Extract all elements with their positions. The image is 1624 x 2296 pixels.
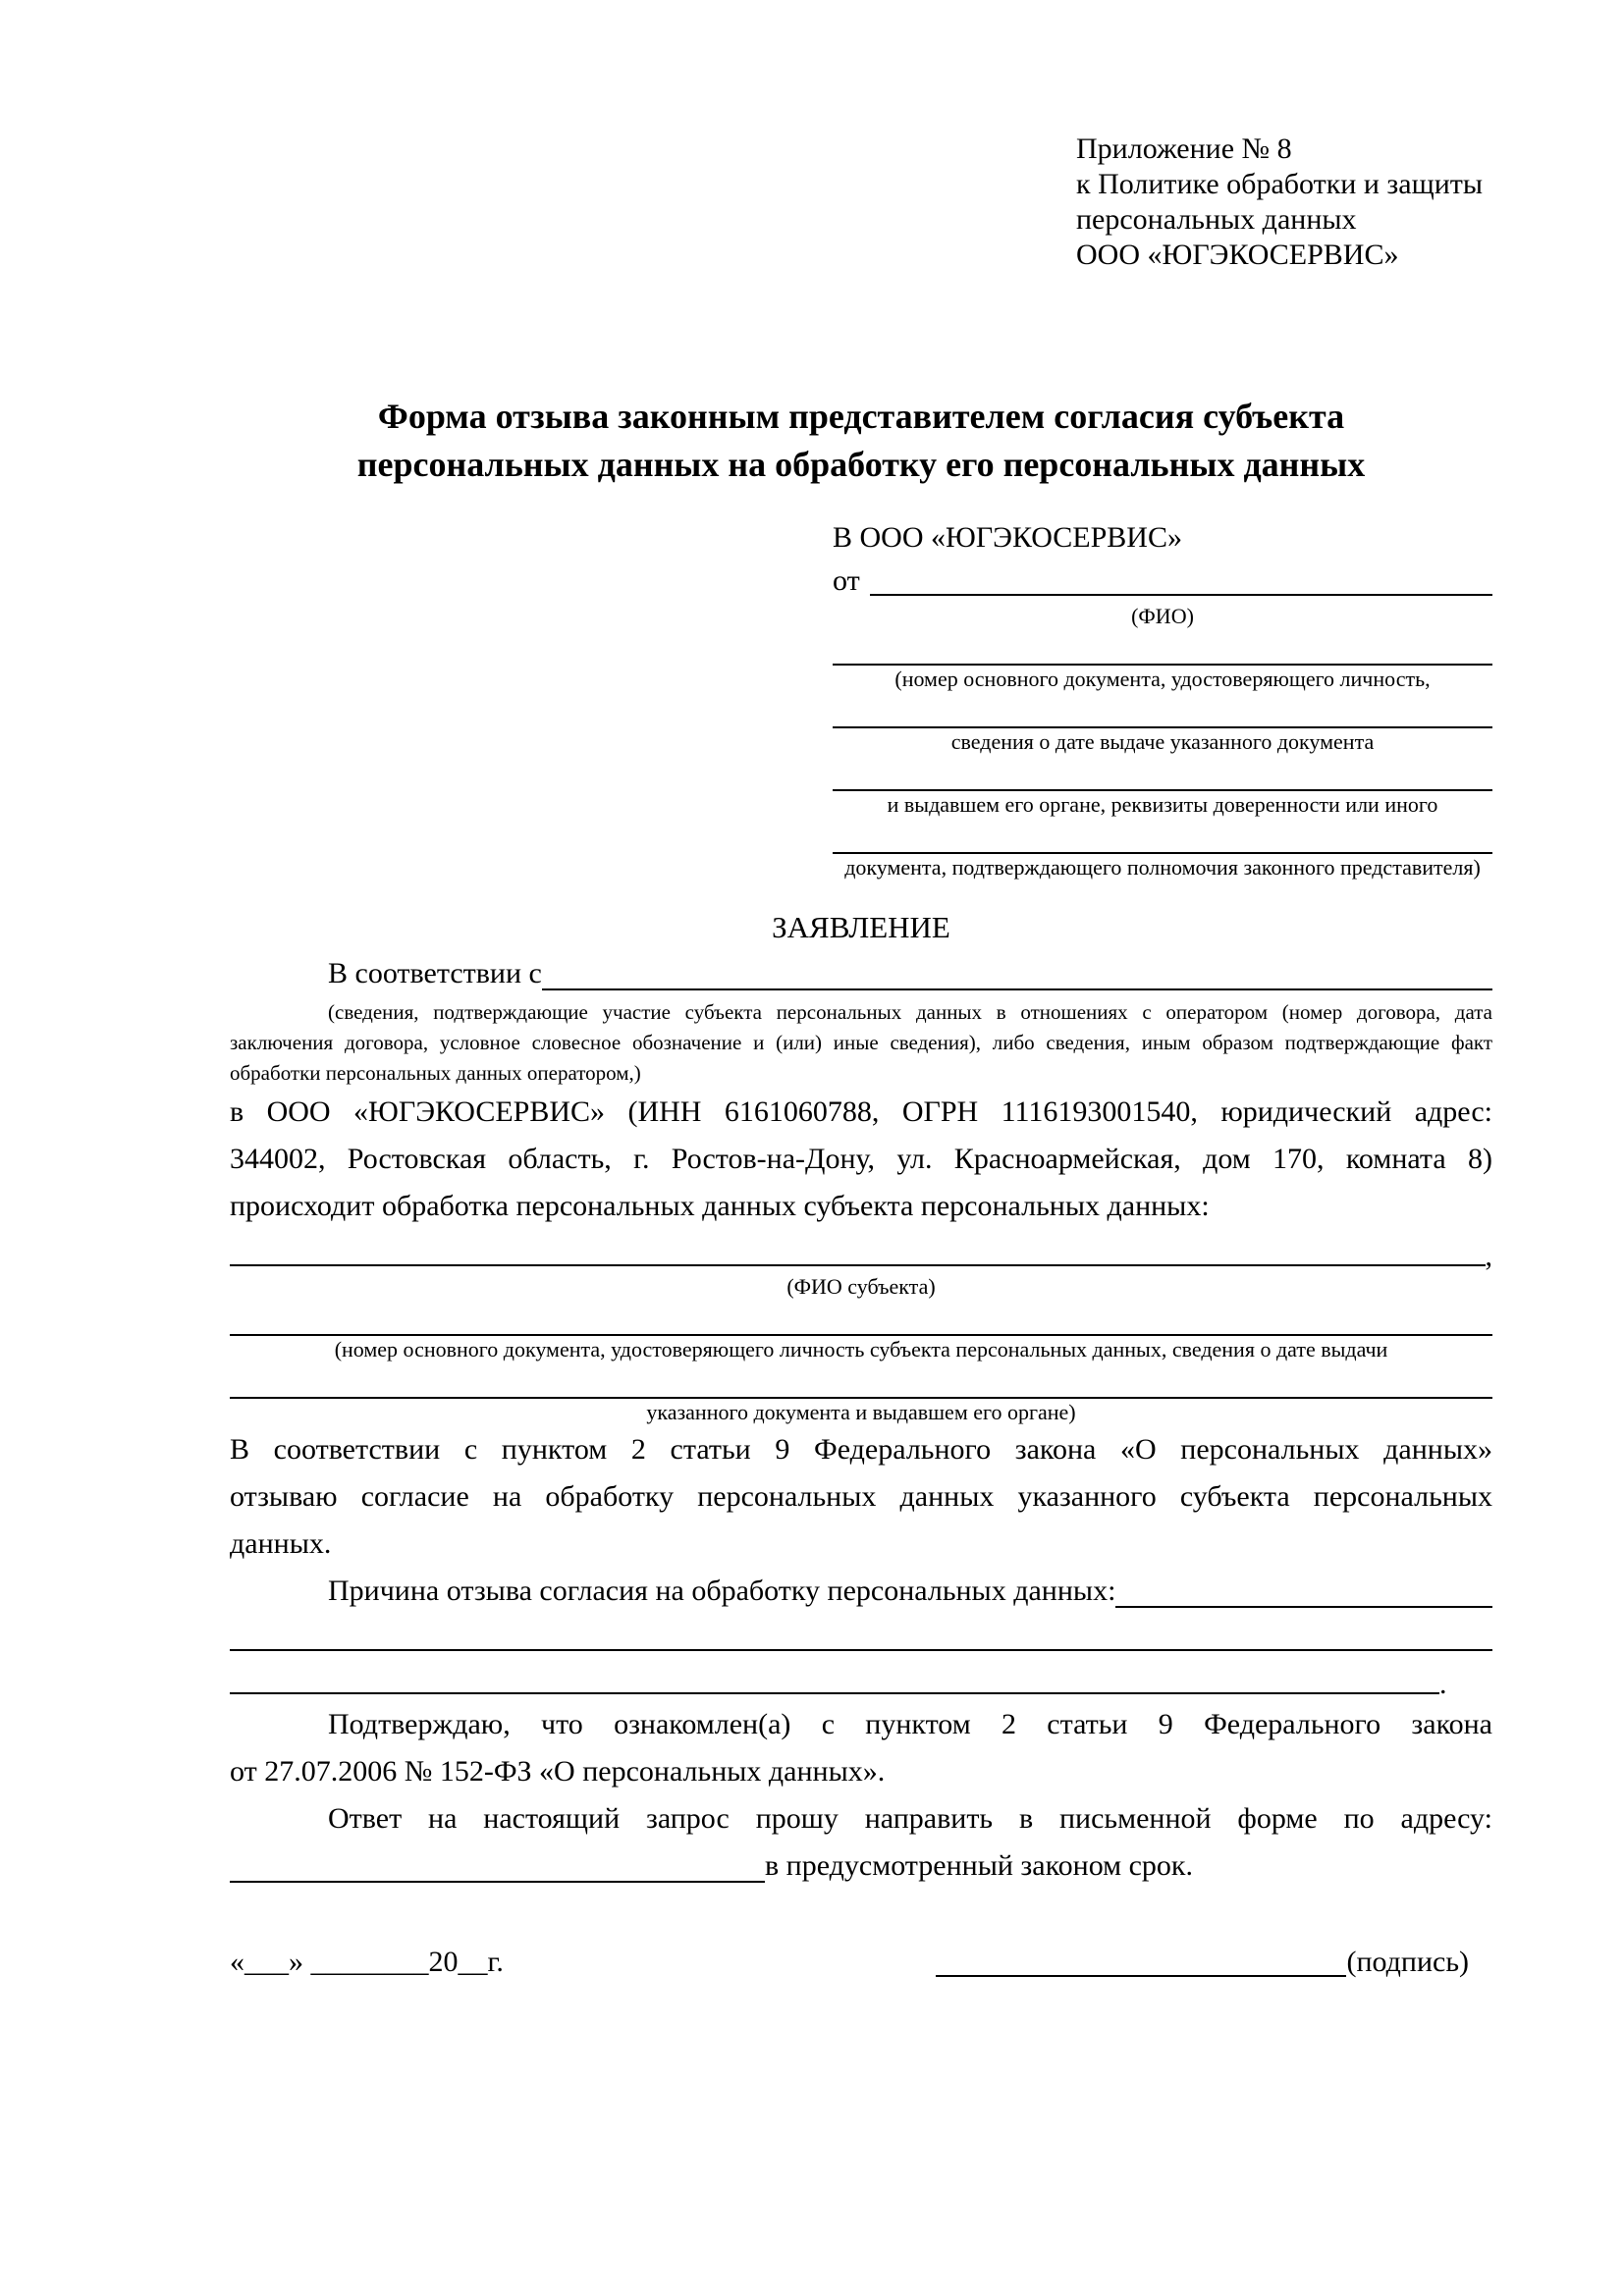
reply-line: Ответ на настоящий запрос прошу направить в письменной форме по адресу: bbox=[328, 1802, 1492, 1835]
confirmation-line: от 27.07.2006 № 152-ФЗ «О персональных данных». bbox=[230, 1755, 886, 1788]
reason-blank-line-2 bbox=[230, 1658, 1492, 1701]
withdrawal-line: отзываю согласие на обработку персональных данных указанного субъекта персональных bbox=[230, 1480, 1492, 1513]
appendix-header-line: ООО «ЮГЭКОСЕРВИС» bbox=[1076, 239, 1399, 271]
paragraph-operator-line: в ООО «ЮГЭКОСЕРВИС» (ИНН 6161060788, ОГРН 1116193001540, юридический адрес: bbox=[230, 1095, 1492, 1128]
intro-lead: В соответствии с bbox=[328, 957, 542, 989]
withdrawal-paragraph bbox=[230, 1426, 1492, 1568]
blank-underline bbox=[833, 630, 1492, 666]
paragraph-operator-line: происходит обработка персональных данных субъекта персональных данных: bbox=[230, 1190, 1210, 1222]
blank-underline bbox=[230, 1301, 1492, 1336]
paragraph-operator-info bbox=[230, 1089, 1492, 1230]
appendix-header-line: персональных данных bbox=[1076, 203, 1357, 236]
statement-heading: ЗАЯВЛЕНИЕ bbox=[772, 910, 950, 944]
note-operator-line: (сведения, подтверждающие участие субъекта персональных данных в отношениях с оператором (номер договора, дата bbox=[328, 1000, 1492, 1024]
blank-underline bbox=[833, 756, 1492, 791]
note-operator-line: заключения договора, условное словесное обозначение и (или) иные сведения), либо сведения, иным образом подтверждающие факт bbox=[230, 1031, 1492, 1054]
footer-row bbox=[230, 1941, 1492, 1984]
reason-blank-line-1 bbox=[230, 1615, 1492, 1658]
caption-subject-fio: (ФИО субъекта) bbox=[786, 1274, 936, 1299]
document-title bbox=[230, 393, 1492, 489]
blank-underline bbox=[230, 1363, 1492, 1399]
reply-paragraph bbox=[230, 1795, 1492, 1890]
reply-line-suffix: в предусмотренный законом срок. bbox=[765, 1849, 1193, 1882]
signature-line bbox=[936, 1941, 1469, 1984]
withdrawal-line: данных. bbox=[230, 1527, 332, 1560]
confirmation-line: Подтверждаю, что ознакомлен(а) с пунктом 2 статьи 9 Федерального закона bbox=[328, 1708, 1492, 1740]
addressee-to: В ООО «ЮГЭКОСЕРВИС» bbox=[833, 521, 1182, 554]
blank-underline bbox=[833, 819, 1492, 854]
note-operator-line: обработки персональных данных оператором,) bbox=[230, 1061, 641, 1085]
signature-caption: (подпись) bbox=[1346, 1946, 1469, 1978]
document-title-line: персональных данных на обработку его персональных данных bbox=[356, 445, 1366, 484]
caption-subject-doc-1: (номер основного документа, удостоверяющего личность субъекта персональных данных, сведения о дате выдачи bbox=[334, 1337, 1388, 1362]
reason-lead: Причина отзыва согласия на обработку персональных данных: bbox=[328, 1575, 1116, 1607]
blank-underline bbox=[833, 693, 1492, 728]
blank-underline bbox=[230, 1649, 1492, 1651]
blank-underline bbox=[542, 988, 1492, 990]
caption-doc-number: (номер основного документа, удостоверяющего личность, bbox=[894, 667, 1431, 691]
appendix-header-line: к Политике обработки и защиты bbox=[1076, 168, 1484, 200]
trailing-comma: , bbox=[1485, 1240, 1492, 1272]
subject-fio-line bbox=[230, 1230, 1492, 1273]
appendix-header-line: Приложение № 8 bbox=[1076, 133, 1292, 165]
blank-underline bbox=[936, 1975, 1346, 1977]
intro-line bbox=[230, 950, 1492, 997]
reply-address-line bbox=[230, 1842, 1492, 1890]
caption-fio: (ФИО) bbox=[1131, 604, 1194, 628]
caption-doc-authority: и выдавшем его органе, реквизиты доверенности или иного bbox=[887, 792, 1438, 817]
document-title-line: Форма отзыва законным представителем согласия субъекта bbox=[377, 397, 1345, 436]
blank-underline bbox=[870, 594, 1492, 596]
blank-underline bbox=[1115, 1606, 1492, 1608]
appendix-header bbox=[1076, 132, 1492, 273]
paragraph-operator-line: 344002, Ростовская область, г. Ростов-на-Дону, ул. Красноармейская, дом 170, комната 8) bbox=[230, 1143, 1492, 1175]
blank-underline bbox=[230, 1692, 1439, 1694]
trailing-period: . bbox=[1439, 1668, 1447, 1700]
from-label: от bbox=[833, 564, 860, 597]
blank-underline bbox=[230, 1881, 765, 1883]
withdrawal-line: В соответствии с пунктом 2 статьи 9 Федерального закона «О персональных данных» bbox=[230, 1433, 1492, 1466]
addressee-from-line bbox=[833, 560, 1492, 603]
reason-line bbox=[230, 1568, 1492, 1615]
caption-subject-doc-2: указанного документа и выдавшем его органе) bbox=[646, 1400, 1076, 1424]
addressee-block bbox=[833, 516, 1492, 881]
blank-underline bbox=[230, 1264, 1486, 1266]
date-line: «___» ________20__г. bbox=[230, 1946, 504, 1978]
caption-doc-powers: документа, подтверждающего полномочия законного представителя) bbox=[844, 855, 1481, 880]
caption-doc-issue-date: сведения о дате выдаче указанного документа bbox=[950, 729, 1375, 754]
note-operator bbox=[230, 997, 1492, 1089]
confirmation-paragraph bbox=[230, 1701, 1492, 1795]
